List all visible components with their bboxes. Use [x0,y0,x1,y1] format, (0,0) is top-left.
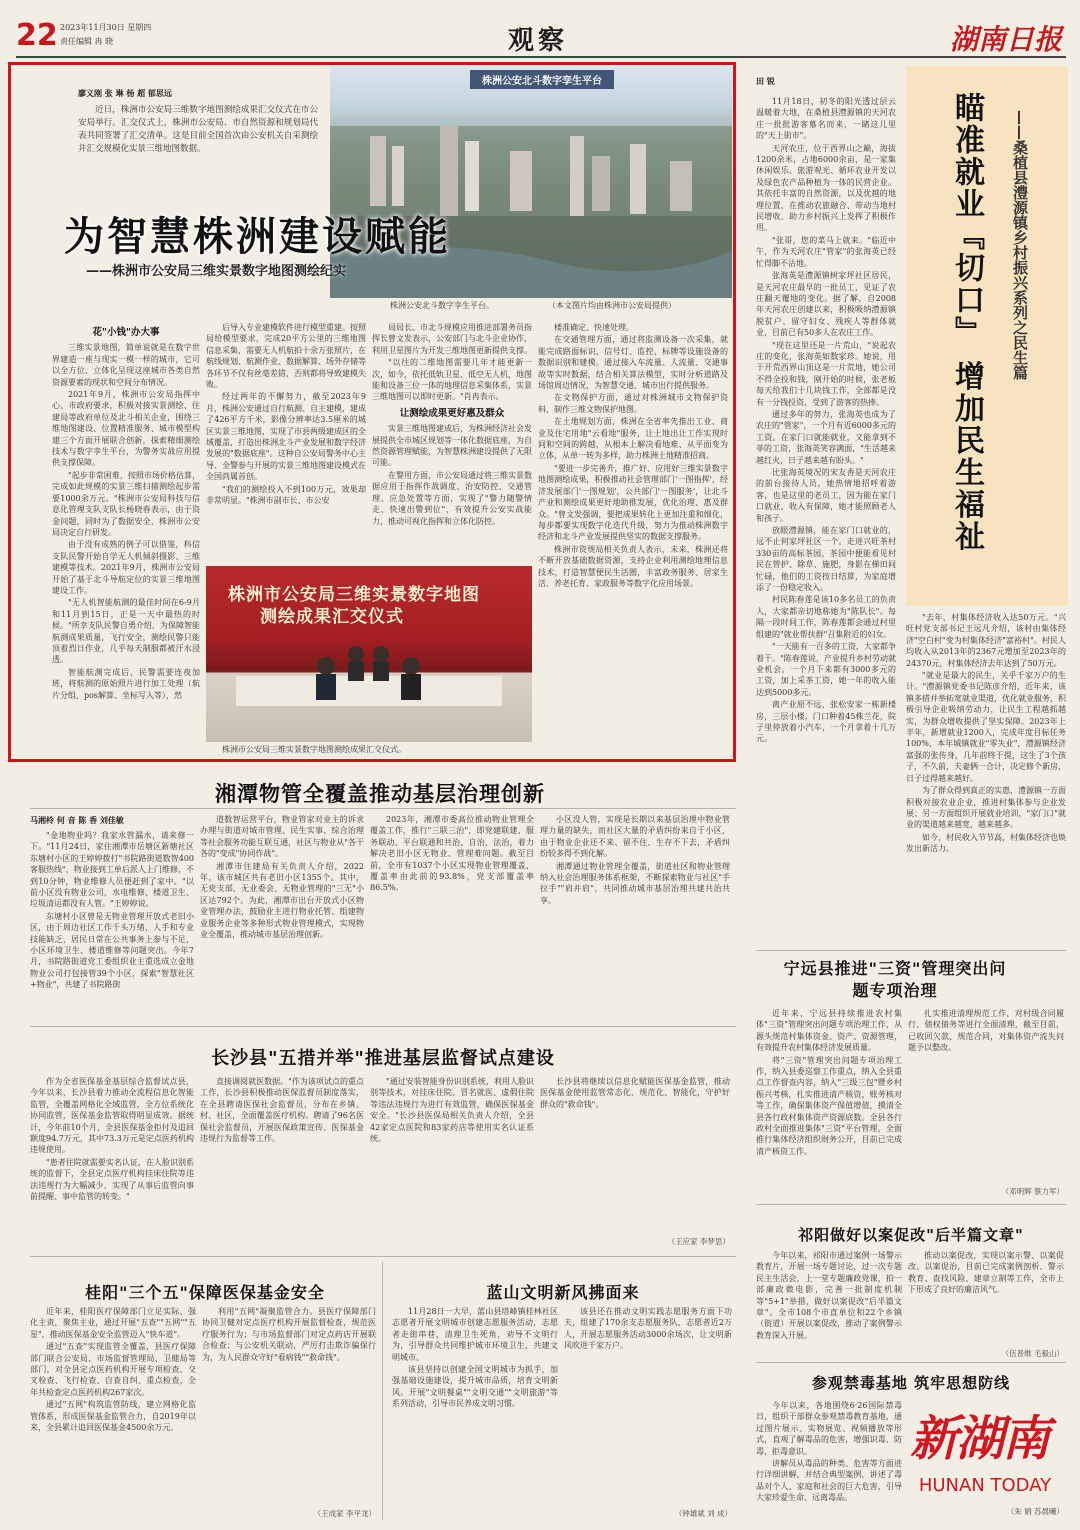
paragraph: 通过多年的努力，张海英也成为了农庄的"管家"，一个月有近6000多元的工资。在家门口就能就业，又能拿到不菲的工资，张海英笑容满面，"生活越来越红火，日子越来越有盼头。" [756,409,896,465]
feature-headline: 为智慧株洲建设赋能 [64,214,451,260]
paragraph: 11月18日，初冬的阳光透过层云温暖着大地，在桑植县澧源镇的天河农庄一批批游客慕名而来，一睹这儿里的"天上街市"。 [756,97,896,141]
feature-lede: 近日，株洲市公安局三维数字地图测绘成果汇交仪式在市公安局举行。汇交仪式上，株洲市公安局、市自然资源和规划局代表共同签署了汇交清单。这是目前全国首次由公安机关自采测绘并汇交规模化实景三维地图数据。 [78,105,318,154]
paragraph: "无人机智能航测的最佳时间在6-9月和11月到15日，正是一天中最热的时候。"所幸支队民警自勇介绍，为保障智能航测成果质量，飞行安全，测绘民警只能顶着烈日作业，几乎每天制服都被汗水浸透。 [52,598,200,665]
logo-sub-text: HUNAN TODAY [918,1475,1052,1496]
xiangtan-col-2 [200,814,364,1020]
ceremony-banner-line1: 株洲市公安局三维实景数字地图 [228,585,480,605]
xiangtan-byline: 马湘柃 何 音 陈 香 刘佳敏 [30,816,124,825]
qiyang-headline: 祁阳做好以案促改"后半篇文章" [798,1226,1024,1244]
right-headline: 瞄准就业『切口』 增加民生福祉 [949,92,984,553]
guiyang-col-1 [30,1306,196,1520]
paragraph: "以往的二维地图需要几年才能更新一次，如今，依托低轨卫星、低空无人机，地图能和设备三位一体的地理信息采集体系，实景三维地图可以即时更新。"肖冉表示。 [372,358,532,402]
paragraph: 经过两年的不懈努力，截至2023年9月，株洲公安通过自行航测、自主建模，建成了426平方千米，影像分辨率达3.5厘米的城区实景三维地图，实现了市县两级建成区的全域覆盖，打造出株洲北斗产业发展和数字经济发展的"数据底座"。这种自公安局警务中心主导、全警参与开展的实景三维地图建设模式在全国尚属首创。 [206,392,366,482]
paragraph: 湘潭通过物业管理全覆盖，街道社区和物业管理纳入社会治理服务体系框架，不断探索物业与社区"手拉手""肩并肩"，共同推动城市基层治理共建共治共享。 [540,861,730,905]
paragraph: 近年来，宁远县持续推进农村集体"三资"管理突出问题专项治理工作，从源头规范村集体资金、资产、资源管理，有效提升农村集体经济发展质量。 [756,1009,902,1053]
feature-subhead-2: 让测绘成果更好惠及群众 [399,407,505,419]
changsha-top-rule [30,1026,736,1027]
paragraph: "通过安装智能身份识别系统，利用人脸识别等技术，对挂床住院、冒名就医、虚假住院等违法违规行为进行有效监管，确保医保基金安全。"长沙县医保局相关负责人介绍，全县42家定点医院和83家药店等使用实名认证系统。 [370,1077,534,1144]
right-subheadline: ——桑植县澧源镇乡村振兴系列之民生篇 [1011,110,1029,380]
paragraph: 小区没人管，实现是长期以来基层治理中物业管理力量的缺失，而社区大量的矛盾纠纷来自于小区，由于物业企业还不来、留不住、生存不下去，矛盾纠纷较多得不到化解。 [540,815,730,859]
hunan-today-logo [910,1400,1070,1524]
date-line: 2023年11月30日 星期四 [60,23,152,32]
paragraph: 在交通管理方面，通过将监测设备一次采集，就能完成路面标识、信号灯、监控、标牌等设施设备的数据识别和建模。通过接入车流量、人流量、交通事故等实时数据，结合相关算法模型，实时分析道路及场馆周边情况，为智慧交通、城市出行提供服务。 [538,335,728,391]
lower-rule [30,1256,736,1257]
paragraph: 后导入专业建模软件进行模型重建。按照局给模型要求，完成20平方公里的三维地图信息采集，需要无人机航拍十余万张照片，在航线规划、航测作业、数据解算、场外存储等各环节不仅有丝毫差错，否则都将导致建模失败。 [206,323,366,390]
feature-subhead-1: 花"小钱"办大事 [92,327,160,338]
paragraph: "现在这里还是一片荒山，"说起农庄的变化，张海英如数家珍。她说，用于开荒西界山顶这是一片荒地，她公司不得全投和钱，刚开始的时候，张老板每天给我们十几块钱工作，全部都是没有一分钱投资，受到了游客的热捧。 [756,340,896,407]
lanshan-headline: 蓝山文明新风拂面来 [486,1283,640,1302]
paragraph: "金地物业吗？我家水管漏水，请来修一下。"11月24日，家住湘潭市岳塘区新塘社区东塘村小区的王婷婷拨打"书院路街道数智400客服热线"，物业接到工单后派人上门维修，不到10分钟，物业维修人员便赶到了家中。"以前小区没有物业公司，水电维修、楼道卫生、垃圾清运都没有人管。"王婷婷说。 [30,831,194,909]
paragraph: 11月28日一大早，蓝山县塔峰镇桂林社区志愿者开展文明城市创建志愿服务活动，志愿者走街串巷，清理卫生死角，劝导不文明行为，引导群众共同维护城市环境卫生，共建文明城市。 [392,1307,558,1362]
changsha-col-2 [200,1076,364,1248]
lanshan-col-2 [564,1306,732,1506]
paragraph: 2021年9月，株洲市公安局指挥中心、市政府要求，积极对接实景测绘、住建局等政府单位及北斗相关企业，围绕三维地图建设、位置精准服务、城市模型构建三个方面开展联合创新，探索精细测绘技术与数字孪生平台，为警务实战应用提供支撑保障。 [52,390,200,468]
paragraph: 在文物保护方面，通过对株洲城市文物保护资料，制作三维文物保护地图。 [538,393,728,414]
paper-name-logo: 湖南日报 [950,23,1063,56]
xiangtan-col-3 [370,814,534,1020]
paragraph: "患者住院就需要实名认证，在人脸识别系统的监督下，全县定点医疗机构挂床住院等违法违规行为大幅减少，实现了从事后监管向事前提醒、事中监管的转变。" [30,1157,194,1202]
paragraph: "起步非常困难，按照市场价格估算，完成如此规模的实景三维扫描测绘起步需要1000余万元。"株洲市公安局科技与信息化管理支队支队长杨晓春表示，由于资金问题，同时为了数据安全，株洲市公安局决定自行研发。 [52,470,200,537]
paragraph: 长沙县将继续以信息化赋能医保基金监管，推动医保基金使用监管常态化、规范化、智能化，守护好群众的"救命钱"。 [540,1077,730,1109]
feature-column-3 [372,322,532,562]
paragraph: 张海英是澧源镇树家坪社区居民，是天河农庄最早的一批员工，见证了农庄翻天覆地的变化。据了解，自2008年天河农庄创建以来，积极吸纳澧源镇脱贫户、留守妇女、残疾人等群体就业，目前已有50多人在农庄工作。 [756,271,896,338]
paragraph: 局局长、市北斗规模应用推进部署务员指挥长曾文发表示，公安部门与北斗企业协作，利用卫星图片为开发三维地图更新提供支撑。 [372,323,532,355]
paragraph: 湘潭市住建局有关负责人介绍，2022年，该市城区共有老旧小区1355个。其中，无党支部、无业委会、无物业管理的"三无"小区达792个。为此，湘潭市出台开放式小区物业管理办法，鼓励业主进行物业托管、组建物业服务企业等多种形式物业管理模式，实现物业全覆盖，推动城市基层治理创新。 [200,861,364,940]
ningyuan-top-rule [756,950,1066,951]
paragraph: "张哥，您的菜马上就来。"临近中午，作为天河农庄"管家"的张海英已经忙得脚不沾地。 [756,235,896,268]
paragraph: 道数智运营平台，物业管家对业主的诉求办理与街道对城市管理、民生实事、综合治理等社会服务功能互联互通，社区与物业从"各干各的"变成"协同作战"。 [200,815,364,859]
jindu-top-rule [756,1362,1066,1363]
aerial-city-photo [330,66,732,298]
paragraph: 通过"五查"实现监管全覆盖，县医疗保障部门联合公安局、市场监督管理局、卫健局等部门，对全县定点医药机构开展专项检查、交叉检查、飞行检查、自查自纠、重点检查，全年共检查定点医药机构267家次。 [30,1342,196,1397]
xiangtan-col-1 [30,830,194,1020]
paragraph: 东塘村小区曾是无物业管理开放式老旧小区，由于周边社区工作千头万绪，人手和专业技能缺乏，居民日常在公共事务上参与不足，小区环境卫生、楼道维修等问题突出。今年7月，书院路街道党工委组织业主重选成立金地物业公司打包接管39个小区，探索"智慧社区+物业"，共建了书院路街 [30,911,194,990]
paragraph: 村民陈春莲是该10多名员工的负责人，大家都亲切地称她为"陈队长"。每隔一段时间工作，陈春莲都会通过村里组建的"就业帮扶群"召集附近的妇女。 [756,595,896,639]
paragraph: 利用"五网"凝聚监管合力。县医疗保障部门协同卫健对定点医疗机构开展监督检查，规范医疗服务行为；与市场监督部门对定点药店开展联合检查；与公安机关联动，严厉打击欺诈骗保行为，为人民群众守好"看病钱""救命钱"。 [202,1307,376,1362]
ningyuan-headline: 宁远县推进"三资"管理突出问题专项治理 [783,959,1007,1000]
feature-column-2 [206,322,366,562]
photo-caption: 株洲公安北斗数字孪生平台。 [390,301,494,310]
paragraph: "我们的测绘投入不到100万元，效果却非常明显。"株洲市副市长、市公安 [206,484,366,506]
xiangtan-rule [30,808,736,809]
changsha-col-3 [370,1076,534,1248]
page-number: 22 [16,18,58,53]
right-article-body-1 [756,96,896,986]
guiyang-col-2 [202,1306,376,1506]
paragraph: 今年以来，祁阳市通过案例一场警示教育片，开展一场专题讨论，过一次专题民主生活会，上一堂专题廉政党课，拍一部廉政微电影，完善一批制度机制等"5+1"举措，做好以案促改"后半篇文章"。全市108个市直单位和22个乡镇（街道）开展以案促改，推动了案例警示教育深入开展。 [756,1251,902,1340]
paragraph: 扎实推进清理规范工作，对村级合同履行、债权债务等进行全面清理，截至目前，已收回欠款、规范合同，对集体资产流失问题予以整改。 [908,1009,1064,1053]
paragraph: 实景三维地图建成后，为株洲经济社会发展提供全市城区规划等一体化数据底座，为自然资源管理赋能，为智慧株洲建设提供了无限可能。 [372,424,532,468]
paragraph: "去年，村集体经济收入达50万元。"兴旺村党支部书记王远凡介绍，该村由集体经济"空白村"变为村集体经济"富裕村"。村民人均收入从2013年的2367元增加至2023年的24370元，村集体经济去年达到了50万元。 [906,613,1066,668]
city-skyline-graphic [330,66,732,298]
paragraph: 近年来，桂阳医疗保障部门立足实际、强化主责，聚焦主业，通过开展"五查""五网""五星"，推动医保基金安全监管迈入"快车道"。 [30,1307,196,1339]
jindu-col-1 [756,1400,902,1520]
guiyang-headline: 桂阳"三个五"保障医保基金安全 [85,1283,325,1302]
changsha-headline: 长沙县"五措并举"推进基层监督试点建设 [211,1048,555,1069]
paragraph: 2023年，湘潭市委高位推动物业管理全覆盖工作，推行"三联三治"，即党建联建、服务联动、平台联通和共治、自治、法治，着力解决老旧小区无物业、管理难问题。截至目前，全市有1037个小区实现物业管理覆盖，覆盖率由此前的93.8%，党支部覆盖率86.5%。 [370,815,534,893]
jindu-credit: （朱 娟 苏晨曦） [1006,1507,1064,1516]
paragraph: 由于没有成熟的例子可以借鉴，科信支队民警开始自学无人机倾斜摄影、三维建模等技术。2021年9月，株洲市公安局开始了基于北斗导航定位的实景三维地图建设工作。 [52,540,200,595]
ningyuan-credit: （邓明辉 蔡力军） [1001,1187,1064,1196]
paragraph: 作为全省医保基金基层综合监督试点县，今年以来，长沙县着力推动全流程信息化智能监管，全覆盖网格化全域监管，全方位系统化协同监管，医保基金监管取得明显成效。据统计，今年前10个月，全县医保基金拒付及追回额度94.7万元，其中73.3万元是定点医药机构违规使用。 [30,1077,194,1155]
logo-main-text: 新湖南 [910,1411,1049,1467]
right-byline: 田 锐 [756,77,775,86]
paragraph: 为了群众得到真正的实惠，澧源镇一方面积极对接农业企业，推进村集体参与企业发展；另一方面组织开展就业培训，"家门口"就业的渠道越来越宽，越来越多。 [906,786,1066,830]
paragraph: 如今，村民收入节节高，村集体经济也焕发出新活力。 [906,832,1066,854]
changsha-col-1 [30,1076,194,1248]
qiyang-col-2 [908,1250,1064,1346]
paragraph: 离产业原不远，张松安家一栋新楼房，三层小楼，门口种着45株兰花，院子里停放着小汽车，一个月拿着十几万元。 [756,700,896,744]
paragraph: 天河农庄，位于西界山之巅，海拔1200余米，占地6000余亩，是一家集休闲娱乐、旅游观光、循环农业开发以及绿色农产品种植为一体的民营企业。其依托丰富的自然资源，以及优越的地理位置，在推动农旅融合、带动当地村民增收、助力乡村振兴上发挥了积极作用。 [756,143,896,233]
jindu-headline: 参观禁毒基地 筑牢思想防线 [811,1374,1011,1392]
paragraph: 推动以案促改，实现以案示警、以案促改、以案促治，目前已完成案例剖析、警示教育、查找风险、建章立制等工作，全市上下形成了良好的廉洁风气。 [908,1251,1064,1295]
paragraph: 放眼澧源镇，能在家门口就业的，远不止何家坪社区一个。走进兴旺茶村330亩的高标茶园，茶园中便能看见村民在管护、除草、施肥，身影在梯田间忙碌，他们的工资按日结算，为家庭增添了一份稳定收入。 [756,526,896,593]
ceremony-photo-caption: 株洲市公安局三维实景数字地图测绘成果汇交仪式。 [222,745,406,754]
paragraph: 株洲市资规局相关负责人表示，未来，株洲还将不断开放基础数据资源，支持企业利用测绘地理信息技术，打造智慧便民生活圈，丰富政务服务、居家生活、养老托育、家政服务等数字化应用场景。 [538,544,728,588]
paragraph: 楼准确定、快速处理。 [554,323,634,332]
paragraph: 该县坚持以创建全国文明城市为抓手，加强基础设施建设，提升城市品质，培育文明新风。开展"文明餐桌""文明交通""文明旅游"等系列活动，引导市民养成文明习惯。 [392,1365,558,1409]
ningyuan-col-2 [908,1008,1064,1184]
paragraph: 通过"五网"构筑监管防线，建立网格化监管体系，形成医保基金监管合力，自2019年以来，全县累计追回医保基金4500余万元。 [30,1400,196,1433]
qiyang-col-1 [756,1250,902,1360]
paragraph: 将"三资"管理突出问题专项治理工作，纳入县委巡察工作重点，纳入全县重点工作督查内容，纳入"三级三包"暨乡村振兴考核，扎实推进清产核资、账务核对等工作，确保集体资产保值增值，摸清全县各行政村集体资产资源底数。全县各行政村全面推进集体"三资"平台管理，全面推行集体经济组织财务公开，目前已完成清产核资工作。 [756,1055,902,1156]
paragraph: 比张海英境况的宋友香是天河农庄的前台接待人员，她热情地招呼着游客，也是这里的老员工，因为能在家门口就业，收入有保障，她才能照顾老人和孩子。 [756,468,896,523]
qiyang-top-rule [756,1204,1066,1205]
ceremony-banner-line2: 测绘成果汇交仪式 [260,607,404,627]
paragraph: 智能航测完成后，民警需要连夜加班，将航测的原始照片进行加工处理（航片分组、pos解算、坐标写入等），然 [52,667,200,700]
photo-credit: （本文图片均由株洲市公安局提供） [548,301,676,310]
feature-column-1 [52,322,200,754]
paragraph: 讲解员从毒品的种类、危害等方面进行详细讲解，并结合典型案例，讲述了毒品对个人、家庭和社会的巨大危害，引导大家珍爱生命、远离毒品。 [756,1459,902,1503]
ningyuan-col-1 [756,1008,902,1198]
xiangtan-col-4 [540,814,730,1020]
editor-line: 责任编辑 冉 晓 [60,37,114,46]
right-article-body-2 [906,612,1066,908]
changsha-credit: （王应家 李梦思） [667,1237,730,1246]
changsha-col-4 [540,1076,730,1232]
feature-byline: 廖义刚 张 琳 杨 超 郁思远 [78,89,172,98]
paragraph: 在土地规划方面，株洲在全省率先推出工业、商业及住宅用地"云看地"服务，让土地出让工作实现时间和空间的跨越，从根本上解决看地难、从平面变为立体，从单一转为多样，助力株洲土地精准招商。 [538,417,728,461]
lower-vertical-rule [382,1262,383,1520]
paragraph: "一天能有一百多的工资，大家都争着干。"陈春莲说，产业提升乡村劳动就业机会，一个月下来都有3000多元的工资，加上采茶工资，她一年的收入能达到5000多元。 [756,642,896,697]
lanshan-credit: （钟雄斌 刘 成） [674,1509,732,1518]
xiangtan-headline: 湘潭物管全覆盖推动基层治理创新 [215,782,545,806]
guiyang-credit: （王成家 李平龙） [313,1509,376,1518]
paragraph: "就业是最大的民生，关乎千家万户的生计。"澧源镇党委书记陈彦介绍，近年来，该镇多措并举拓宽就业渠道，优化就业服务，积极引导企业吸纳劳动力，让民生工程越抓越实，为群众增收提供了坚实保障。2023年上半年，新增就业1200人，完成年度目标任务100%，本年城镇就业"零失业"，澧源镇经济富强的张传身，几年前终于提，这生了3个孩子，不久前，夫妻俩一合计，决定修个新房，日子过得越来越好。 [906,671,1066,783]
section-title: 观察 [508,26,569,56]
paragraph: 在警用方面，市公安局通过将三维实景数据应用于指挥作战调度、治安防控、交通管理、应急处置等方面，实现了"警力随警情走、快速出警到位"，有效提升公安实战能力，推动可视化指挥和立体化防控。 [372,470,532,526]
paragraph: 直接调阅就医数据。"作为该项试点的重点工作，长沙县积极推动医保监督员制度落实，在全县聘请医保社会监督员，分布在乡镇、村、社区，全面覆盖医疗机构。聘请了96名医保社会监督员，开展医保政策宣传、医保基金违规行为监督等工作。 [200,1077,364,1144]
paragraph: 三维实景地图，简单说就是在数字世界建造一座与现实一模一样的城市，它可以全方位、立体化呈现这座城市各类自然资源要素的现状和空间分布情况。 [52,343,200,387]
masthead-rule [16,56,1066,58]
qiyang-credit: （伍普维 毛毅山） [1001,1349,1064,1358]
feature-subheadline: ——株洲市公安局三维实景数字地图测绘纪实 [86,264,347,279]
paragraph: 该县还在推动文明实践志愿服务方面下功夫，组建了170余支志愿服务队，志愿者近2万人，开展志愿服务活动3000余场次，让文明新风吹进千家万户。 [564,1307,732,1351]
photo-banner: 株洲公安北斗数字孪生平台 [470,70,614,89]
lanshan-col-1 [392,1306,558,1520]
feature-column-4 [538,322,728,754]
paragraph: 今年以来，各地围绕6·26国际禁毒日，组织干部群众参观禁毒教育基地，通过图片展示、实物展览、视频播放等形式，直观了解毒品的危害，增强识毒、防毒、拒毒意识。 [756,1401,902,1456]
paragraph: "要进一步完善升，推广好、应用好三维实景数字地图测绘成果，积极推动社会管理部门'一图指挥'，经济发展部门'一图规划'，公共部门'一图服务'，让北斗产业和测绘成果更好地助推发展，优化治理、惠及群众。"曾文发强调，要把成果转化上更加注重和细化，每步都要实现数字化迭代升级，努力为推动株洲数字经济和北斗产业发展提供坚实的数据支撑服务。 [538,463,728,542]
